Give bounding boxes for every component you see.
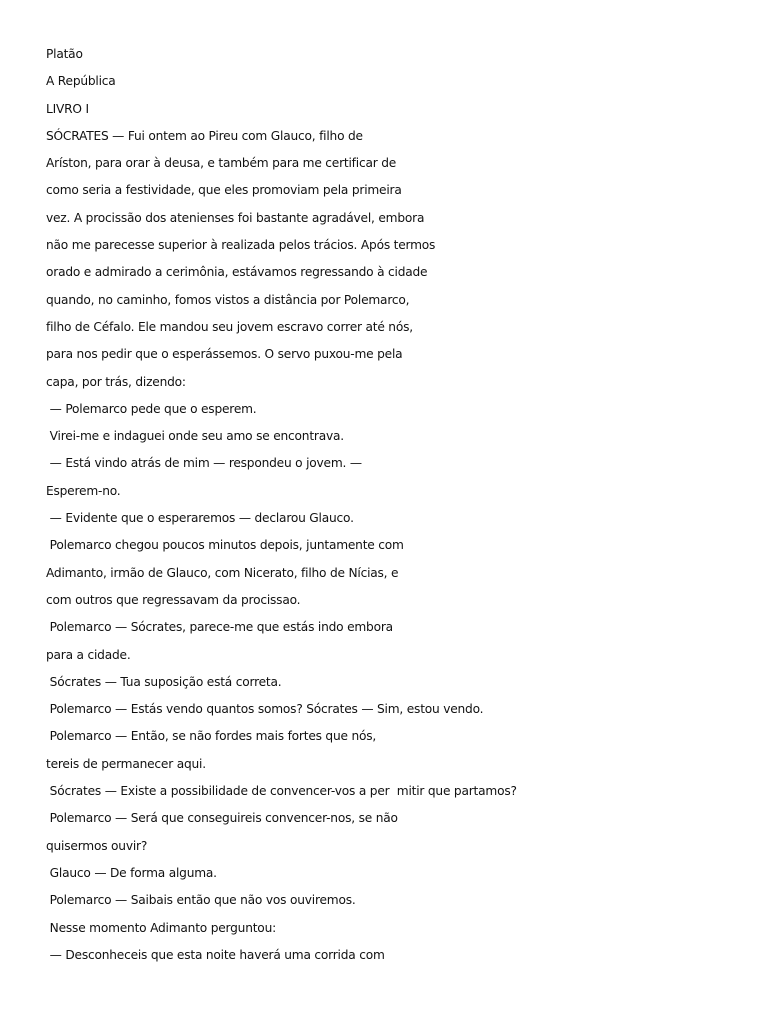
text-line: Polemarco — Estás vendo quantos somos? Sócrates — Sim, estou vendo.	[46, 702, 484, 717]
text-line: — Evidente que o esperaremos — declarou Glauco.	[46, 511, 354, 526]
text-line: para a cidade.	[46, 647, 131, 662]
text-line: Glauco — De forma alguma.	[46, 865, 217, 880]
document-page	[46, 41, 746, 969]
book-heading-line: LIVRO I	[46, 101, 89, 116]
text-line: capa, por trás, dizendo:	[46, 374, 186, 389]
text-line: quando, no caminho, fomos vistos a distância por Polemarco,	[46, 292, 410, 307]
text-line: Virei-me e indaguei onde seu amo se encontrava.	[46, 429, 344, 444]
text-line: Polemarco — Saibais então que não vos ouviremos.	[46, 893, 356, 908]
text-line: não me parecesse superior à realizada pelos trácios. Após termos	[46, 238, 436, 253]
text-line: Polemarco — Sócrates, parece-me que estás indo embora	[46, 620, 393, 635]
text-line: vez. A procissão dos atenienses foi bastante agradável, embora	[46, 210, 425, 225]
text-line: — Desconheceis que esta noite haverá uma corrida com	[46, 947, 385, 962]
text-line: como seria a festividade, que eles promoviam pela primeira	[46, 183, 402, 198]
text-line: para nos pedir que o esperássemos. O servo puxou-me pela	[46, 347, 403, 362]
text-line: Nesse momento Adimanto perguntou:	[46, 920, 276, 935]
text-line: Sócrates — Existe a possibilidade de convencer-vos a per mitir que partamos?	[46, 784, 517, 799]
text-line: Adimanto, irmão de Glauco, com Nicerato, filho de Nícias, e	[46, 565, 399, 580]
author-line: Platão	[46, 47, 83, 61]
text-line: — Está vindo atrás de mim — respondeu o jovem. —	[46, 456, 362, 471]
text-line: Polemarco — Será que conseguireis convencer-nos, se não	[46, 811, 398, 826]
book-title-line: A República	[46, 74, 116, 89]
text-line: Sócrates — Tua suposição está correta.	[46, 674, 282, 689]
text-line: com outros que regressavam da procissao.	[46, 592, 301, 607]
text-line: Polemarco — Então, se não fordes mais fortes que nós,	[46, 729, 377, 744]
text-line: SÓCRATES — Fui ontem ao Pireu com Glauco, filho de	[46, 128, 363, 143]
text-line: orado e admirado a cerimônia, estávamos regressando à cidade	[46, 265, 428, 280]
text-line: quisermos ouvir?	[46, 838, 148, 853]
text-line: Esperem-no.	[46, 483, 121, 498]
text-line: Aríston, para orar à deusa, e também para me certificar de	[46, 156, 397, 171]
text-line: tereis de permanecer aqui.	[46, 756, 206, 771]
text-line: filho de Céfalo. Ele mandou seu jovem escravo correr até nós,	[46, 319, 413, 334]
text-line: Polemarco chegou poucos minutos depois, juntamente com	[46, 538, 404, 553]
text-line: — Polemarco pede que o esperem.	[46, 401, 257, 416]
